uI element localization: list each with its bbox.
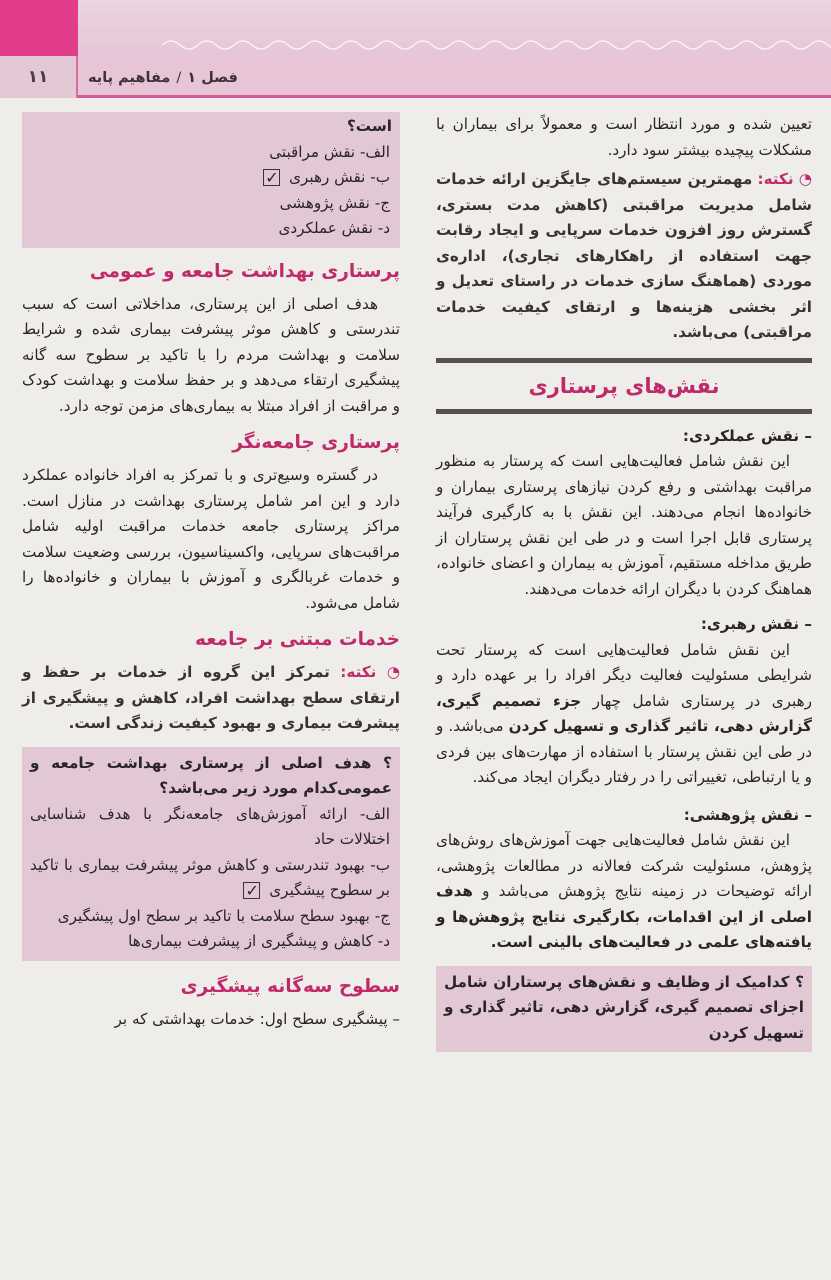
question-1-tail: است؟	[346, 117, 392, 135]
bullet-primary-prevention: – پیشگیری سطح اول: خدمات بهداشتی که بر	[114, 1009, 400, 1028]
running-header	[88, 64, 238, 92]
role-functional-text: این نقش شامل فعالیت‌هایی است که پرستار به منظور مراقبت بهداشتی و رفع کردن نیازهای پرستاری بیماران و خانواده‌ها انجام می‌دهند. این نقش با به کارگیری فرآیند پرستاری قابل اجرا است و در طی این نقش پرستاران از طریق مداخله مستقیم، آموزش به بیماران و اعضای خانواده، هماهنگ کردن با دیگران ارائه خدمات می‌دهند.	[435, 452, 812, 598]
option-b-text: ب- نقش رهبری	[289, 168, 390, 186]
section-header-box	[436, 358, 812, 414]
option-c: ج- بهبود سطح سلامت با تاکید بر سطح اول پیشگیری	[57, 906, 390, 925]
heading-community-services: خدمات مبتنی بر جامعه	[194, 629, 400, 650]
top-band	[78, 0, 831, 56]
role-leadership-bold: جزء تصمیم گیری، گزارش دهی، تاثیر گذاری و تسهیل کردن	[436, 691, 812, 735]
role-functional-title: – نقش عملکردی:	[682, 426, 812, 445]
question-2: ؟ هدف اصلی از پرستاری بهداشت جامعه و عمومی‌کدام مورد زیر می‌باشد؟	[30, 753, 392, 797]
note-text: مهمترین سیستم‌های جایگزین ارائه خدمات شامل مدیریت مراقبتی (کاهش مدت بستری، گسترش روز افزون خدمات سرپایی و ایجاد رقابت جهت استفاده از راهکارهای تجاری)، اداره‌ی موردی (هماهنگ سازی خدمات در راستای تعدیل و اثر بخشی هزینه‌ها و ارتقای کیفیت خدمات مراقبتی) می‌باشد.	[436, 170, 812, 341]
question-box-2	[22, 747, 400, 961]
para-community-nursing: در گستره وسیع‌تری و با تمرکز به افراد خانواده عملکرد دارد و این امر شامل پرستاری بهداشت در منازل است. مراکز پرستاری جامعه خدمات مراقبت اولیه شامل مراقبت‌های سرپایی، واکسیناسیون، بررسی وضعیت سلامت و خدمات غربالگری و آموزش با بیماران و خانواده‌ها را شامل می‌شود.	[22, 466, 400, 612]
corner-tab	[0, 0, 78, 56]
question-box-1	[22, 112, 400, 248]
note-1	[436, 167, 812, 346]
role-leadership-text	[436, 638, 812, 791]
intro-paragraph: تعیین شده و مورد انتظار است و معمولاً برای بیماران با مشکلات پیچیده بیشتر سود دارد.	[436, 115, 812, 159]
option-b	[30, 165, 392, 191]
question-text: ؟ کدامیک از وظایف و نقش‌های پرستاران شامل اجزای تصمیم گیری، گزارش دهی، تاثیر گذاری و تسهیل کردن	[444, 972, 804, 1042]
option-d: د- نقش عملکردی	[278, 219, 390, 237]
option-b	[30, 853, 392, 904]
chapter-title: مفاهیم پایه	[88, 70, 171, 86]
role-research-title: – نقش پژوهشی:	[683, 805, 812, 824]
note-label: نکته:	[340, 663, 377, 681]
role-leadership-title: – نقش رهبری:	[700, 615, 812, 633]
note-icon: ◔	[798, 170, 812, 188]
para-public-health: هدف اصلی از این پرستاری، مداخلاتی است که سبب تندرستی و کاهش موثر پیشرفت بیماری شده و شرایط سلامت و بهداشت مردم را با تاکید بر سطوح سه گانه پیشگیری ارتقاء می‌دهد و بر حفظ سلامت و بهداشت کودک و مراقبت از افراد مبتلا به بیماری‌های مزمن توجه دارد.	[22, 294, 400, 415]
header-separator: /	[176, 70, 182, 86]
note-text: تمرکز این گروه از خدمات بر حفظ و ارتقای سطح بهداشت افراد، کاهش و پیشگیری از پیشرفت بیماری و بهبود کیفیت زندگی است.	[22, 663, 400, 732]
role-leadership-text-a: این نقش شامل فعالیت‌هایی است که پرستار تحت شرایطی مسئولیت فعالیت دیگر افراد را بر عهده دارد و رهبری در پرستاری شامل چهار	[436, 640, 812, 710]
option-b-text: ب- بهبود تندرستی و کاهش موثر پیشرفت بیماری با تاکید بر سطوح پیشگیری	[30, 855, 390, 899]
note-2	[22, 660, 400, 737]
page-number: ۱۱	[0, 56, 78, 98]
note-label: نکته:	[757, 170, 794, 188]
scroll-ornament-icon	[162, 38, 831, 52]
heading-prevention-levels: سطوح سه‌گانه پیشگیری	[180, 975, 400, 997]
note-icon: ◔	[386, 663, 401, 681]
heading-public-health: پرستاری بهداشت جامعه و عمومی	[89, 260, 400, 282]
role-leadership-text-b: می‌باشد. و در طی این نقش پرستار با استفاده از مهارت‌های بین فردی و یا ارتباطی، تغییراتی را در رفتار دیگران ایجاد می‌کند.	[436, 717, 812, 786]
question-box-bottom	[436, 966, 812, 1053]
chapter-number: فصل ۱	[187, 70, 238, 86]
left-column	[22, 112, 400, 1032]
right-column	[436, 112, 812, 1052]
role-research-bold: هدف اصلی از این اقدامات، بکارگیری نتایج پژوهش‌ها و یافته‌های علمی در فعالیت‌های بالینی است.	[436, 882, 812, 951]
checkmark-icon	[243, 882, 260, 899]
option-a: الف- ارائه آموزش‌های جامعه‌نگر با هدف شناسایی اختلالات حاد	[30, 804, 390, 848]
role-research-text	[436, 828, 812, 956]
section-title: نقش‌های پرستاری	[528, 373, 720, 398]
checkmark-icon	[263, 169, 280, 186]
role-research-text-a: این نقش شامل فعالیت‌هایی جهت آموزش‌های روش‌های پژوهش، مسئولیت شرکت فعالانه در مطالعات پژوهشی، ارائه توضیحات در زمینه نتایج پژوهش می‌باشد و	[436, 831, 812, 900]
heading-community-nursing: پرستاری جامعه‌نگر	[232, 432, 400, 453]
option-c: ج- نقش پژوهشی	[279, 193, 390, 212]
option-d: د- کاهش و پیشگیری از پیشرفت بیماری‌ها	[128, 932, 390, 950]
option-a: الف- نقش مراقبتی	[269, 142, 390, 161]
